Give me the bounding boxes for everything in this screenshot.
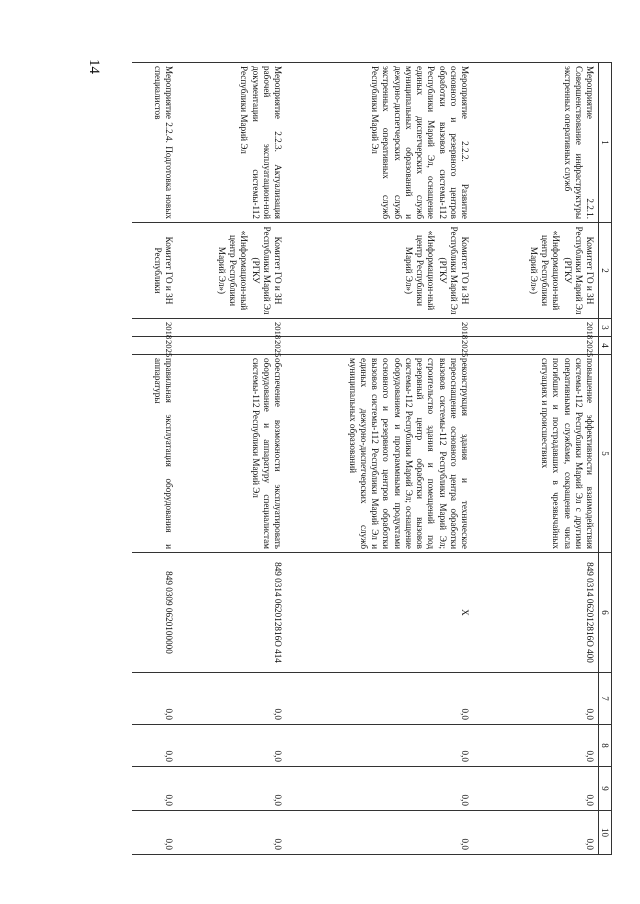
- col-header-5: 5: [599, 355, 612, 553]
- col-header-3: 3: [599, 319, 612, 337]
- start-year: 2018: [132, 319, 177, 337]
- col-header-10: 10: [599, 811, 612, 855]
- value-col9: 0,0: [177, 767, 286, 811]
- budget-code: X: [286, 553, 473, 673]
- col-header-9: 9: [599, 767, 612, 811]
- measure-name: Мероприятие 2.2.3. Актуализация рабочей эксплуатацион-ной документации системы-112 Республики Марий Эл: [177, 63, 286, 223]
- end-year: 2025: [132, 337, 177, 355]
- executor: Комитет ГО и ЗН Республики Марий Эл (РГКУ «Информацион-ный центр Республики Марий Эл»): [473, 223, 599, 319]
- col-header-7: 7: [599, 673, 612, 725]
- table-row: [286, 63, 473, 855]
- measure-name: Мероприятие 2.2.2. Развитие основного и резервного центров обработки вызовов системы-112 Республики Марий Эл, оснащение единых диспетчерских служб муниципальных образований и дежурно-диспетчерских служб экстренных оперативных служб Республики Марий Эл: [286, 63, 473, 223]
- value-col9: 0,0: [473, 767, 599, 811]
- value-col7: 0,0: [473, 673, 599, 725]
- page-number: 14: [86, 59, 102, 74]
- budget-code: 849 0314 062012816О 414: [177, 553, 286, 673]
- value-col10: 0,0: [286, 811, 473, 855]
- expected-result: реконструкция здания и техническое переоснащение основного центра обработки вызовов системы-112 Республики Марий Эл; строительство здания и помещений под резервный центр обработки вызовов системы-112 Республики Марий Эл; оснащение оборудованием и программными продуктами основного и резервного центров обработки вызовов системы-112 Республики Марий Эл и единых дежурно-диспетчерских служб муниципальных образований: [286, 355, 473, 553]
- start-year: 2018: [286, 319, 473, 337]
- value-col8: 0,0: [473, 725, 599, 767]
- value-col7: 0,0: [286, 673, 473, 725]
- executor: Комитет ГО и ЗН Республики Марий Эл (РГКУ «Информацион-ный центр Республики Марий Эл»): [286, 223, 473, 319]
- expected-result: правильная эксплуатация оборудования и аппаратуры: [132, 355, 177, 553]
- col-header-2: 2: [599, 223, 612, 319]
- budget-code: 849 0314 062012816О 400: [473, 553, 599, 673]
- value-col7: 0,0: [132, 673, 177, 725]
- value-col7: 0,0: [177, 673, 286, 725]
- start-year: 2018: [473, 319, 599, 337]
- column-number-row: [599, 63, 612, 855]
- value-col9: 0,0: [132, 767, 177, 811]
- value-col9: 0,0: [286, 767, 473, 811]
- end-year: 2025: [286, 337, 473, 355]
- end-year: 2025: [177, 337, 286, 355]
- budget-code: 849 0309 0620100000: [132, 553, 177, 673]
- value-col10: 0,0: [132, 811, 177, 855]
- expected-result: повышение эффективности взаимодействия системы-112 Республики Марий Эл с другими оперативными службами, сокращение числа погибших и пострадавших в чрезвычайных ситуациях и происшествиях: [473, 355, 599, 553]
- executor: Комитет ГО и ЗН Республики: [132, 223, 177, 319]
- col-header-1: 1: [599, 63, 612, 223]
- table-row: [177, 63, 286, 855]
- expected-result: обеспечение возможности эксплуатировать оборудование и аппаратуру специалистам системы-112 Республики Марий Эл: [177, 355, 286, 553]
- value-col8: 0,0: [177, 725, 286, 767]
- table-row: [132, 63, 177, 855]
- executor: Комитет ГО и ЗН Республики Марий Эл (РГКУ «Информацион-ный центр Республики Марий Эл»): [177, 223, 286, 319]
- rotated-table-container: [128, 62, 612, 854]
- measure-name: Мероприятие 2.2.1. Совершенствование инфраструктуры экстренных оперативных служб: [473, 63, 599, 223]
- end-year: 2025: [473, 337, 599, 355]
- value-col8: 0,0: [132, 725, 177, 767]
- start-year: 2018: [177, 319, 286, 337]
- table-row: [473, 63, 599, 855]
- value-col10: 0,0: [473, 811, 599, 855]
- value-col10: 0,0: [177, 811, 286, 855]
- value-col8: 0,0: [286, 725, 473, 767]
- col-header-4: 4: [599, 337, 612, 355]
- measure-name: Мероприятие 2.2.4. Подготовка новых специалистов: [132, 63, 177, 223]
- col-header-8: 8: [599, 725, 612, 767]
- col-header-6: 6: [599, 553, 612, 673]
- budget-table: [132, 62, 612, 855]
